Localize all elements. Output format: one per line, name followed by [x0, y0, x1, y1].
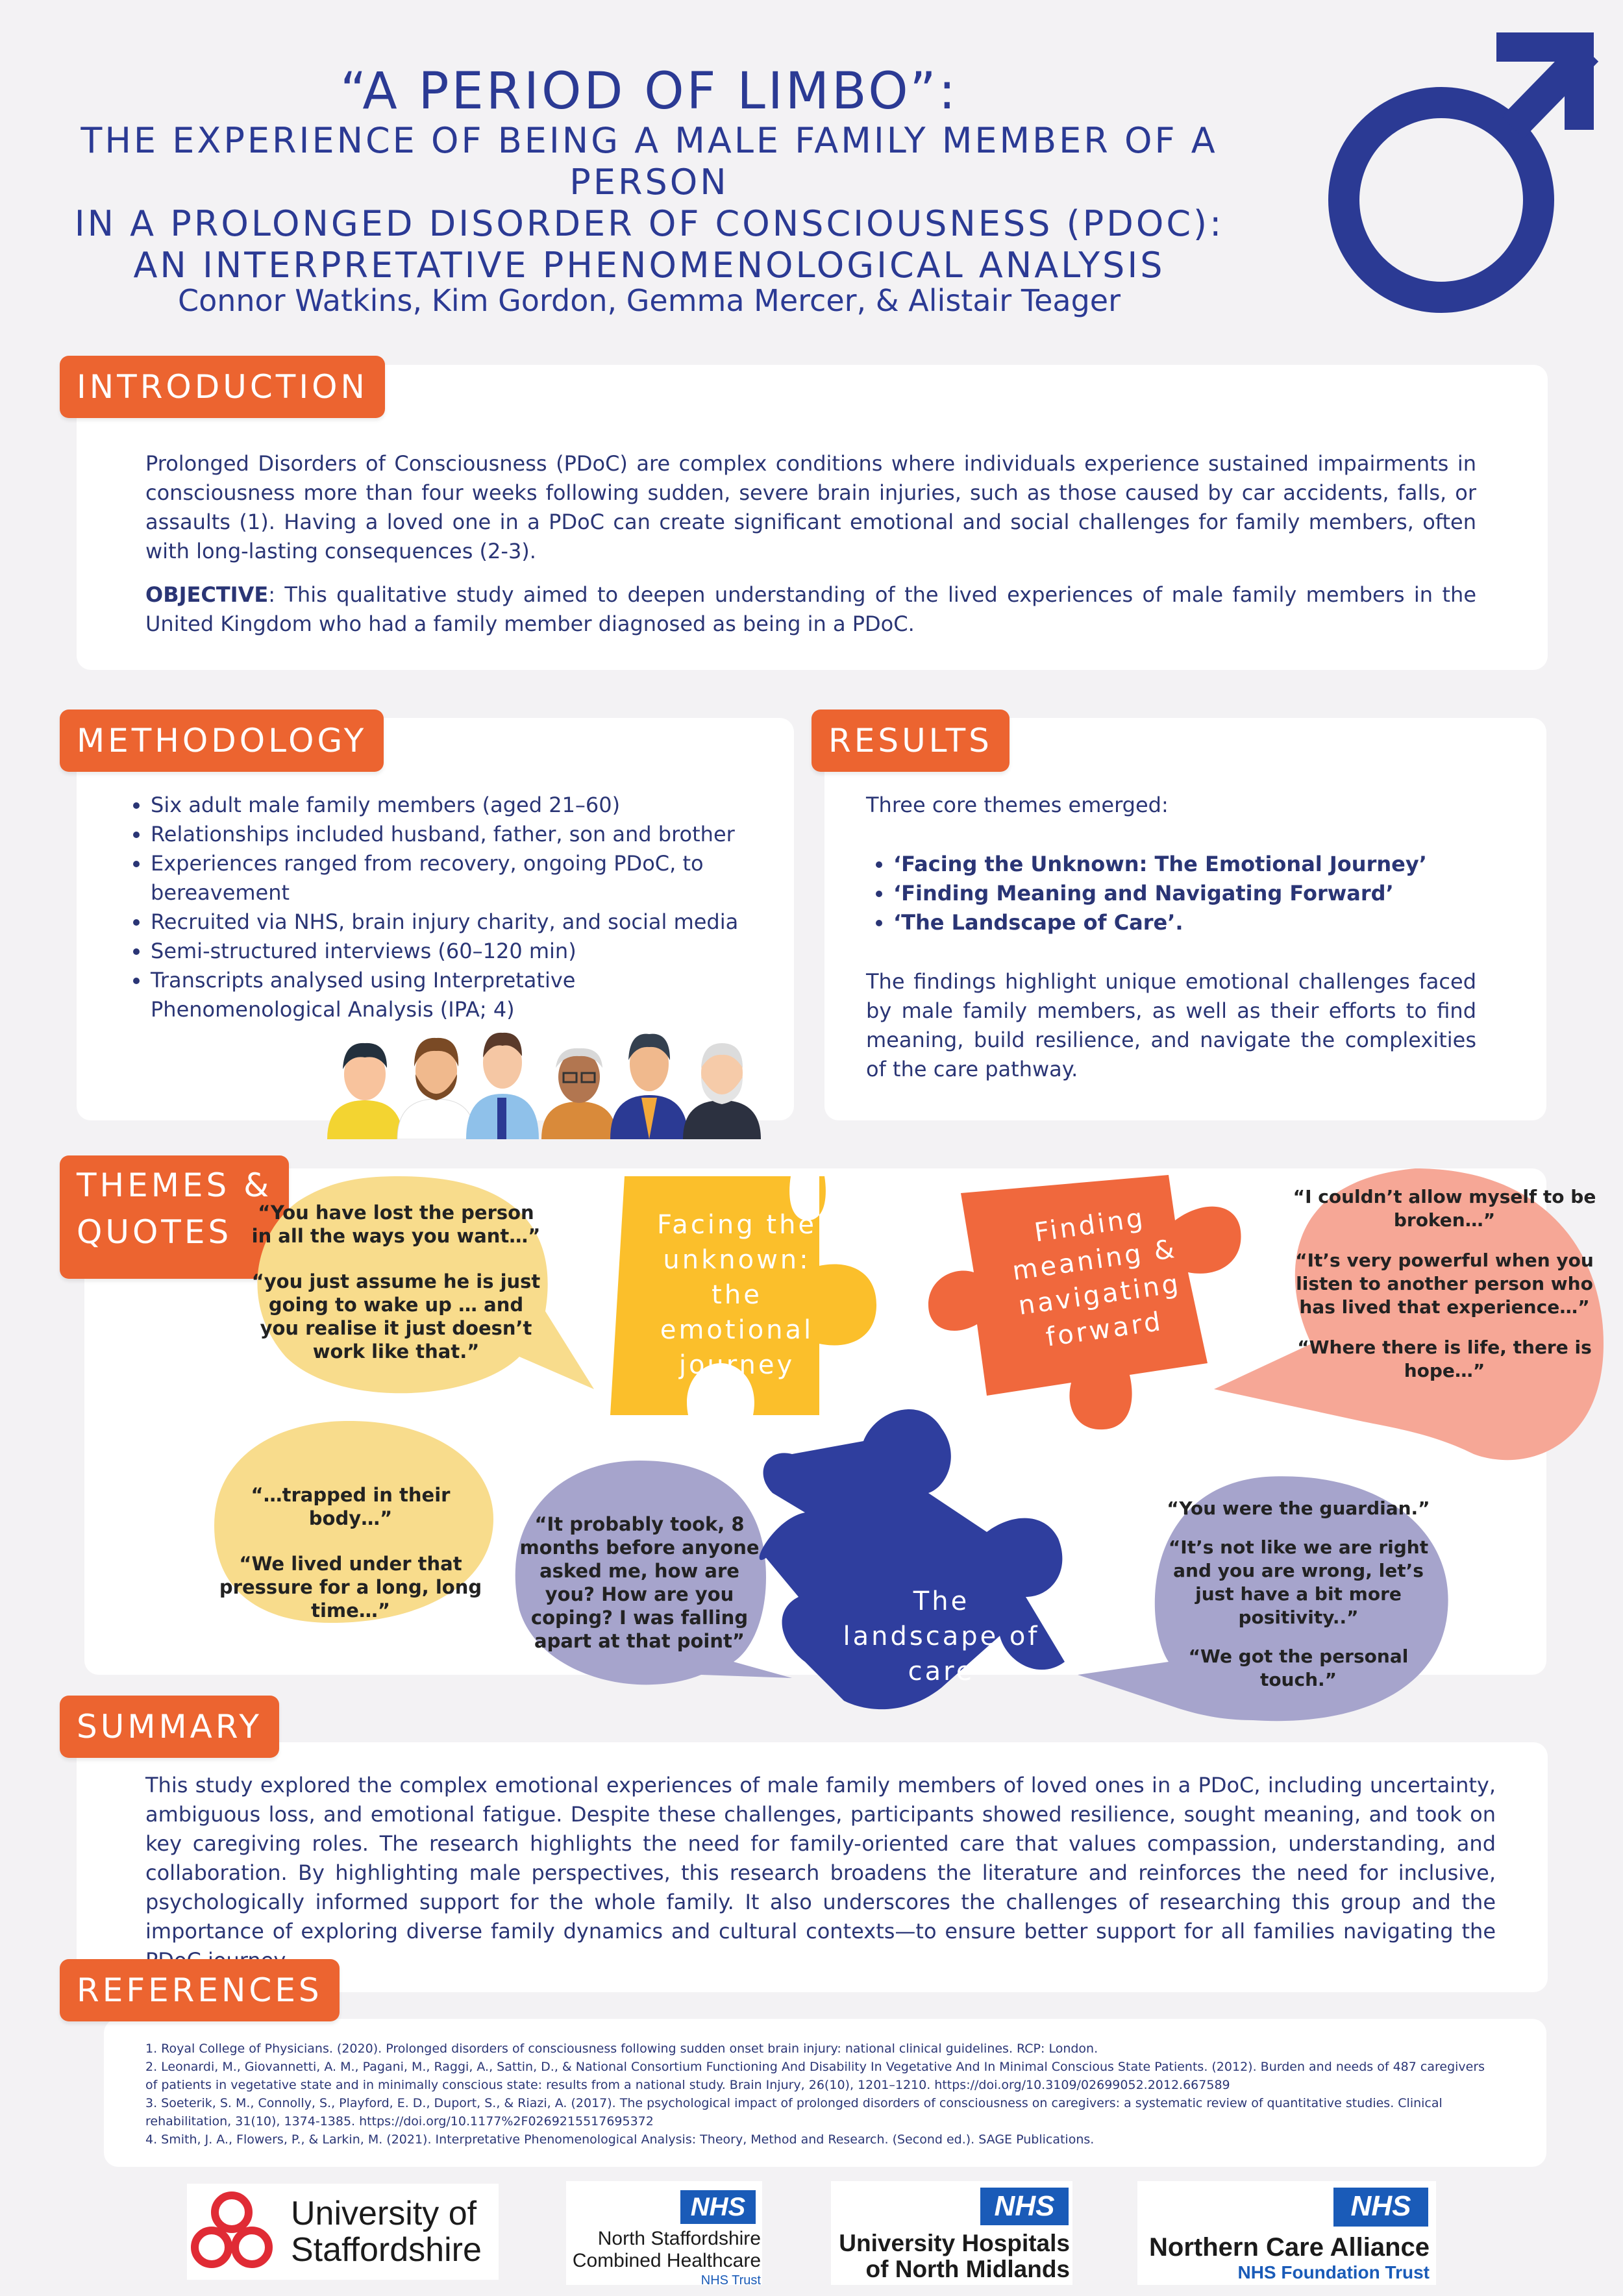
- uhnm-line: of North Midlands: [865, 2256, 1070, 2282]
- quote: “We lived under that pressure for a long, long time…”: [219, 1553, 482, 1622]
- references-heading: REFERENCES: [60, 1959, 340, 2021]
- nscht-line: North Staffordshire: [597, 2228, 761, 2249]
- six-men-illustration: [325, 1009, 799, 1139]
- list-item: • Recruited via NHS, brain injury charity, and social media: [151, 907, 773, 937]
- reference-item: 2. Leonardi, M., Giovannetti, A. M., Pagani, M., Raggi, A., Sattin, D., & National Consortium Functioning And Disability In Vegetative And In Minimal Conscious State Patients. (2012). Burden and needs of 487 caregivers of patients in vegetative state and in minimally conscious state: results from a national study. Brain Injury, 26(10), 1201–1210. https://doi.org/10.3109/02699052.2012.667589: [145, 2060, 1485, 2092]
- quote: “You were the guardian.”: [1167, 1498, 1430, 1519]
- subtitle-line: THE EXPERIENCE OF BEING A MALE FAMILY MEMBER OF A PERSON: [81, 120, 1218, 203]
- male-symbol-icon: [1308, 25, 1600, 323]
- staffordshire-knot-icon: [190, 2190, 274, 2273]
- themes-list: [866, 850, 1476, 937]
- quote: “It’s not like we are right and you are wrong, let’s just have a bit more positivity..”: [1168, 1537, 1429, 1628]
- logo-nscht: [566, 2181, 762, 2288]
- puzzle-label-orange: Finding meaning & navigating forward: [1010, 1203, 1183, 1353]
- subtitle-line: IN A PROLONGED DISORDER OF CONSCIOUSNESS (PDOC):: [74, 203, 1224, 244]
- summary-heading: SUMMARY: [60, 1696, 279, 1758]
- results-conclusion: The findings highlight unique emotional challenges faced by male family members, as well as their efforts to find meaning, build resilience, and navigate the complexities of the care pathway.: [866, 969, 1476, 1081]
- objective-paragraph: [145, 580, 1476, 639]
- subtitle-line: AN INTERPRETATIVE PHENOMENOLOGICAL ANALYSIS: [133, 245, 1165, 286]
- results-heading: RESULTS: [812, 710, 1010, 772]
- poster-title: “A PERIOD OF LIMBO”:: [340, 62, 958, 121]
- logo-uhnm: [831, 2181, 1072, 2285]
- quote: “you just assume he is just going to wake up … and you realise it just doesn’t work like that.”: [251, 1270, 541, 1363]
- nhs-mark: NHS: [1333, 2188, 1428, 2227]
- quote-bubble-middle: [519, 1512, 760, 1675]
- authors: Connor Watkins, Kim Gordon, Gemma Mercer, & Alistair Teager: [177, 283, 1121, 318]
- methodology-list: [123, 791, 773, 1024]
- list-item: • Experiences ranged from recovery, ongoing PDoC, to bereavement: [151, 849, 773, 907]
- list-item: • Six adult male family members (aged 21–60): [151, 791, 773, 820]
- reference-item: 3. Soeterik, S. M., Connolly, S., Playford, E. D., Duport, S., & Riazi, A. (2017). The psychological impact of prolonged disorders of consciousness on caregivers: a systematic review of quantitative studies. Clinical rehabilitation, 31(10), 1374-1385. https://doi.org/10.1177%2F0269215517695372: [145, 2096, 1443, 2129]
- list-item: • Relationships included husband, father, son and brother: [151, 820, 773, 849]
- list-item: • ‘The Landscape of Care’.: [893, 908, 1476, 937]
- quote: “We got the personal touch.”: [1188, 1646, 1409, 1690]
- introduction-paragraph: Prolonged Disorders of Consciousness (PDoC) are complex conditions where individuals experience sustained impairments in consciousness more than four weeks following sudden, severe brain injuries, such as those caused by car accidents, falls, or assaults (1). Having a loved one in a PDoC can create significant emotional and social challenges for family members, often with long-lasting consequences (2-3).: [145, 451, 1476, 563]
- references-list: [145, 2040, 1496, 2149]
- methodology-list-wrap: [123, 791, 773, 1024]
- objective-text: : This qualitative study aimed to deepen understanding of the lived experiences of male family members in the United Kingdom who had a family member diagnosed as being in a PDoC.: [145, 582, 1476, 636]
- themes-heading-line: THEMES &: [77, 1167, 273, 1204]
- nhs-mark: NHS: [980, 2188, 1069, 2225]
- staffs-line: Staffordshire: [291, 2231, 482, 2269]
- nscht-line: NHS Trust: [700, 2273, 761, 2288]
- list-item: • Transcripts analysed using Interpretative Phenomenological Analysis (IPA; 4): [151, 966, 773, 1024]
- themes-heading-line: QUOTES: [77, 1213, 232, 1251]
- quote-bubble-top-right: [1292, 1185, 1597, 1405]
- introduction-body: [145, 449, 1476, 639]
- staffs-name: [291, 2195, 482, 2268]
- quote: “It probably took, 8 months before anyone asked me, how are you? How are you coping? I was falling apart at that point”: [519, 1513, 760, 1652]
- objective-label: OBJECTIVE: [145, 582, 269, 607]
- nca-line: Northern Care Alliance: [1149, 2233, 1430, 2262]
- quote-bubble-bottom-right: [1156, 1497, 1441, 1714]
- nscht-line: Combined Healthcare: [572, 2250, 761, 2271]
- list-item: • Semi-structured interviews (60–120 min): [151, 937, 773, 966]
- puzzle-label-blue: The landscape of care: [843, 1586, 1040, 1686]
- quote: “…trapped in their body…”: [251, 1484, 451, 1529]
- nscht-name: [566, 2228, 761, 2289]
- results-intro: Three core themes emerged:: [866, 793, 1169, 817]
- quote-bubble-bottom-left: [214, 1483, 487, 1644]
- reference-item: 4. Smith, J. A., Flowers, P., & Larkin, M. (2021). Interpretative Phenomenological Analysis: Theory, Method and Research. (Second ed.). SAGE Publications.: [145, 2132, 1095, 2147]
- nhs-mark: NHS: [680, 2190, 756, 2224]
- quote: “I couldn’t allow myself to be broken…”: [1293, 1186, 1596, 1231]
- quote: “Where there is life, there is hope…”: [1297, 1337, 1592, 1381]
- poster-subtitle: [19, 120, 1279, 286]
- logo-nca: [1137, 2181, 1436, 2285]
- quote: “You have lost the person in all the ways you want…”: [251, 1202, 541, 1247]
- nca-line: NHS Foundation Trust: [1237, 2262, 1430, 2282]
- quote: “It’s very powerful when you listen to another person who has lived that experience…”: [1295, 1250, 1594, 1318]
- results-body: [866, 791, 1476, 1084]
- quote-bubble-top-left: [247, 1201, 545, 1385]
- nca-name: [1137, 2233, 1430, 2284]
- list-item: • ‘Finding Meaning and Navigating Forward’: [893, 879, 1476, 908]
- summary-paragraph: This study explored the complex emotional experiences of male family members of loved ones in a PDoC, including uncertainty, ambiguous loss, and emotional fatigue. Despite these challenges, participants showed resilience, sought meaning, and took on key caregiving roles. The research highlights the need for family-oriented care that values compassion, understanding, and collaboration. By highlighting male perspectives, this research broadens the literature and reinforces the need for inclusive, psychologically informed support for the whole family. It also underscores the challenges of researching this group and the importance of exploring diverse family dynamics and cultural contexts—to ensure better support for all families navigating the: [145, 1773, 1496, 1944]
- summary-body: [145, 1771, 1496, 1975]
- introduction-heading: INTRODUCTION: [60, 356, 385, 418]
- staffs-line: University of: [291, 2195, 477, 2232]
- reference-item: 1. Royal College of Physicians. (2020). Prolonged disorders of consciousness following sudden onset brain injury: national clinical guidelines. RCP: London.: [145, 2042, 1098, 2056]
- methodology-heading: METHODOLOGY: [60, 710, 384, 772]
- logo-staffordshire: [187, 2184, 499, 2280]
- puzzle-label-yellow: Facing the unknown: the emotional journey: [656, 1210, 817, 1380]
- list-item: • ‘Facing the Unknown: The Emotional Journey’: [893, 850, 1476, 879]
- uhnm-name: [831, 2230, 1070, 2282]
- uhnm-line: University Hospitals: [839, 2230, 1070, 2256]
